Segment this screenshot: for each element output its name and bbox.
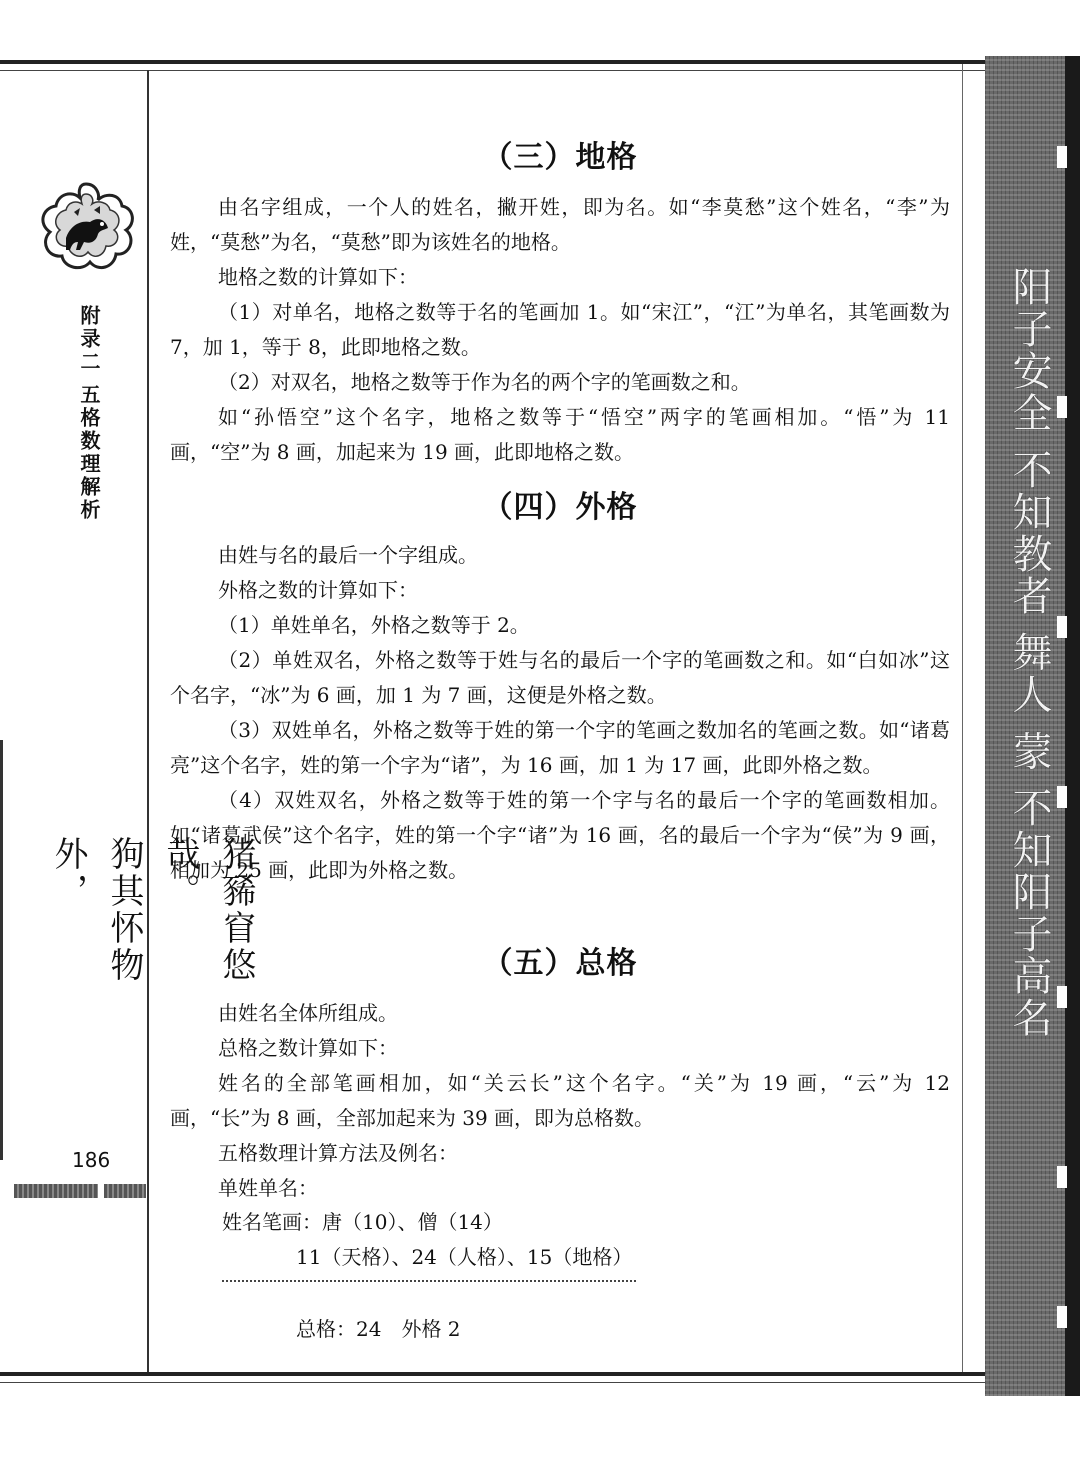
paragraph: 五格数理计算方法及例名：	[218, 1141, 458, 1165]
paragraph: 由姓与名的最后一个字组成。	[218, 543, 478, 567]
section-earth-grid	[170, 132, 950, 470]
section-title: （四）外格	[482, 490, 638, 525]
page-number-bar	[14, 1184, 146, 1198]
top-rule	[0, 60, 985, 64]
section-title: （五）总格	[482, 946, 638, 981]
decorative-side-strip	[985, 56, 1080, 1396]
poem-line: 猪豨窅悠哉。	[160, 836, 256, 984]
paragraph: （1）对单名，地格之数等于名的笔画加 1。如“宋江”，“江”为单名，其笔画数为 7，加 1，等于 8，此即地格之数。	[170, 300, 950, 359]
paragraph: （4）双姓双名，外格之数等于姓的第一个字与名的最后一个字的笔画数相加。如“诸葛武侯”这个名字，姓的第一个字“诸”为 16 画，名的最后一个字为“侯”为 9 画，相加为 25 画，此即为外格之数。	[170, 788, 950, 882]
appendix-caption: 附录二 五格数理解析	[77, 305, 101, 522]
example-grids: 11（天格）、24（人格）、15（地格）	[296, 1245, 633, 1269]
paragraph: （2）单姓双名，外格之数等于姓与名的最后一个字的笔画数之和。如“白如冰”这个名字，“冰”为 6 画，加 1 为 7 画，这便是外格之数。	[170, 648, 950, 707]
poem-line: 狗其怀物外，	[48, 836, 144, 984]
example-strokes: 姓名笔画：唐（10）、僧（14）	[222, 1210, 503, 1234]
section-total-grid	[170, 938, 950, 1206]
left-edge-mark	[0, 740, 3, 1160]
section-title: （三）地格	[482, 140, 638, 175]
paragraph: 姓名的全部笔画相加，如“关云长”这个名字。“关”为 19 画，“云”为 12 画，“长”为 8 画，全部加起来为 39 画，即为总格数。	[170, 1071, 950, 1130]
zodiac-emblem-icon	[34, 180, 138, 276]
paragraph: 如“孙悟空”这个名字，地格之数等于“悟空”两字的笔画相加。“悟”为 11 画，“空”为 8 画，加起来为 19 画，此即地格之数。	[170, 405, 950, 464]
page-number: 186	[72, 1148, 111, 1172]
paragraph: 单姓单名：	[218, 1176, 318, 1200]
bottom-rule	[0, 1372, 985, 1376]
paragraph: （3）双姓单名，外格之数等于姓的第一个字的笔画之数加名的笔画之数。如“诸葛亮”这个名字，姓的第一个字为“诸”，为 16 画，加 1 为 17 画，此即外格之数。	[170, 718, 950, 777]
paragraph: 由姓名全体所组成。	[218, 1001, 398, 1025]
paragraph: 外格之数的计算如下：	[218, 578, 418, 602]
paragraph: （2）对双名，地格之数等于作为名的两个字的笔画数之和。	[218, 370, 751, 394]
paragraph: 总格之数计算如下：	[218, 1036, 398, 1060]
bottom-rule-thin	[0, 1382, 985, 1383]
margin-divider	[147, 70, 149, 1372]
paragraph: 由名字组成，一个人的姓名，撇开姓，即为名。如“李莫愁”这个姓名，“李”为姓，“莫愁”为名，“莫愁”即为该姓名的地格。	[170, 195, 950, 254]
seal-script-text: 阳子安全 不知教者 舞人 蒙 不知阳子高名	[1006, 266, 1052, 1039]
section-outer-grid	[170, 482, 950, 888]
dotted-separator	[222, 1280, 636, 1282]
right-border	[962, 64, 963, 1372]
example-total: 总格：24 外格 2	[296, 1317, 461, 1341]
paragraph: 地格之数的计算如下：	[218, 265, 418, 289]
paragraph: （1）单姓单名，外格之数等于 2。	[218, 613, 530, 637]
